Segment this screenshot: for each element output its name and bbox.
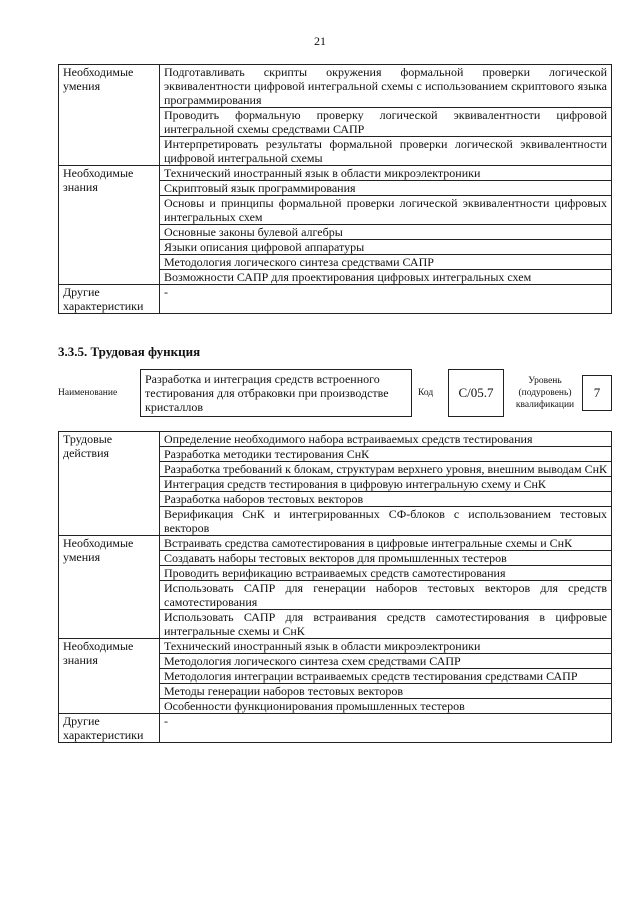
row-item: Методы генерации наборов тестовых векторов xyxy=(160,684,612,699)
row-item: Использовать САПР для встраивания средств самотестирования в цифровые интегральные схемы и СнК xyxy=(160,610,612,639)
row-item: Технический иностранный язык в области микроэлектроники xyxy=(160,166,612,181)
level-label: Уровень (подуровень) квалификации xyxy=(515,376,575,410)
row-item: Верификация СнК и интегрированных СФ-блоков с использованием тестовых векторов xyxy=(160,507,612,536)
row-item: Языки описания цифровой аппаратуры xyxy=(160,240,612,255)
row-label: Другие характеристики xyxy=(59,714,160,743)
row-label: Необходимые умения xyxy=(59,65,160,166)
table-row xyxy=(59,536,612,551)
requirements-table-1 xyxy=(58,64,612,314)
row-item: Использовать САПР для генерации наборов тестовых векторов для средств самотестирования xyxy=(160,581,612,610)
function-header xyxy=(58,369,612,417)
row-label: Необходимые знания xyxy=(59,639,160,714)
row-item: Возможности САПР для проектирования цифровых интегральных схем xyxy=(160,270,612,285)
row-label: Другие характеристики xyxy=(59,285,160,314)
table-row xyxy=(59,166,612,181)
table-row xyxy=(59,639,612,654)
row-item: Встраивать средства самотестирования в цифровые интегральные схемы и СнК xyxy=(160,536,612,551)
row-item: - xyxy=(160,285,612,314)
row-item: Методология интеграции встраиваемых средств тестирования средствами САПР xyxy=(160,669,612,684)
row-item: Создавать наборы тестовых векторов для промышленных тестеров xyxy=(160,551,612,566)
row-item: Проводить верификацию встраиваемых средств самотестирования xyxy=(160,566,612,581)
table-row xyxy=(59,714,612,743)
section-title: 3.3.5. Трудовая функция xyxy=(58,344,201,359)
row-item: Разработка требований к блокам, структурам верхнего уровня, внешним выводам СнК xyxy=(160,462,612,477)
row-label: Необходимые знания xyxy=(59,166,160,285)
row-item: Разработка наборов тестовых векторов xyxy=(160,492,612,507)
table-row xyxy=(59,65,612,108)
page-number: 21 xyxy=(314,34,326,48)
row-item: Скриптовый язык программирования xyxy=(160,181,612,196)
row-item: Технический иностранный язык в области микроэлектроники xyxy=(160,639,612,654)
row-item: Методология логического синтеза средствами САПР xyxy=(160,255,612,270)
requirements-table-2 xyxy=(58,431,612,743)
row-item: Подготавливать скрипты окружения формальной проверки логической эквивалентности цифровой интегральной схемы с использованием скриптового языка программирования xyxy=(160,65,612,108)
row-item: Особенности функционирования промышленных тестеров xyxy=(160,699,612,714)
row-item: Основы и принципы формальной проверки логической эквивалентности цифровых интегральных схем xyxy=(160,196,612,225)
row-item: Методология логического синтеза схем средствами САПР xyxy=(160,654,612,669)
row-item: Разработка методики тестирования СнК xyxy=(160,447,612,462)
row-item: Определение необходимого набора встраиваемых средств тестирования xyxy=(160,432,612,447)
row-label: Необходимые умения xyxy=(59,536,160,639)
function-code: C/05.7 xyxy=(448,369,504,417)
row-label: Трудовые действия xyxy=(59,432,160,536)
table-row xyxy=(59,432,612,447)
row-item: Интеграция средств тестирования в цифровую интегральную схему и СнК xyxy=(160,477,612,492)
row-item: Проводить формальную проверку логической эквивалентности цифровой интегральной схемы средствами САПР xyxy=(160,108,612,137)
code-label: Код xyxy=(418,388,434,398)
name-label: Наименование xyxy=(58,388,118,398)
table-row xyxy=(59,285,612,314)
function-name: Разработка и интеграция средств встроенного тестирования для отбраковки при производстве кристаллов xyxy=(140,369,412,417)
row-item: - xyxy=(160,714,612,743)
row-item: Основные законы булевой алгебры xyxy=(160,225,612,240)
row-item: Интерпретировать результаты формальной проверки логической эквивалентности цифровой интегральной схемы xyxy=(160,137,612,166)
qualification-level: 7 xyxy=(582,375,612,411)
